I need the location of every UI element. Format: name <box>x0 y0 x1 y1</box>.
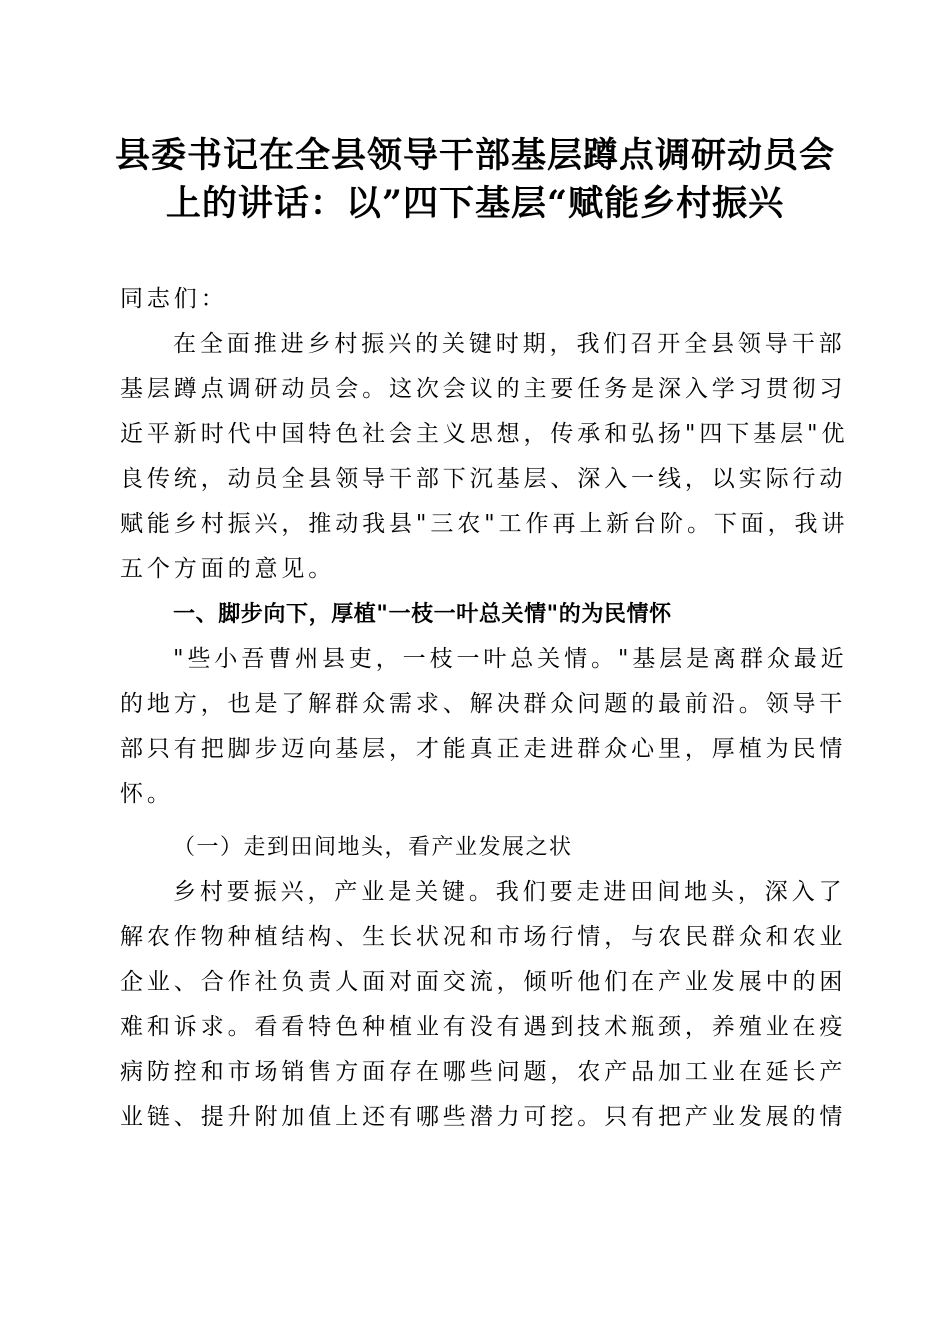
paragraph-line: 五个方面的意见。 <box>120 556 336 582</box>
paragraph-line: 良传统，动员全县领导干部下沉基层、深入一线，以实际行动 <box>120 466 847 492</box>
paragraph-line: 解农作物种植结构、生长状况和市场行情，与农民群众和农业 <box>120 924 847 950</box>
greeting: 同志们： <box>120 286 228 312</box>
paragraph-line: 乡村要振兴，产业是关键。我们要走进田间地头，深入了 <box>173 879 846 905</box>
paragraph-intro <box>120 322 849 592</box>
paragraph-line: 企业、合作社负责人面对面交流，倾听他们在产业发展中的困 <box>120 969 847 995</box>
paragraph-line: 近平新时代中国特色社会主义思想，传承和弘扬"四下基层"优 <box>120 421 849 447</box>
paragraph-line: 病防控和市场销售方面存在哪些问题，农产品加工业在延长产 <box>120 1059 847 1085</box>
subsection-heading-1: （一）走到田间地头，看产业发展之状 <box>173 835 573 860</box>
paragraph-line: 在全面推进乡村振兴的关键时期，我们召开全县领导干部 <box>173 331 846 357</box>
paragraph-section-1 <box>120 637 848 817</box>
title-line-1: 县委书记在全县领导干部基层蹲点调研动员会 <box>114 135 835 176</box>
paragraph-line: 基层蹲点调研动员会。这次会议的主要任务是深入学习贯彻习 <box>120 376 847 402</box>
document-title <box>100 132 850 228</box>
section-heading-1: 一、脚步向下，厚植"一枝一叶总关情"的为民情怀 <box>173 602 672 627</box>
paragraph-subsection-1 <box>120 870 847 1140</box>
paragraph-line: "些小吾曹州县吏，一枝一叶总关情。"基层是离群众最近 <box>173 646 848 672</box>
document-body <box>120 277 849 1140</box>
paragraph-line: 怀。 <box>120 781 174 807</box>
paragraph-line: 的地方，也是了解群众需求、解决群众问题的最前沿。领导干 <box>120 691 847 717</box>
paragraph-line: 部只有把脚步迈向基层，才能真正走进群众心里，厚植为民情 <box>120 736 847 762</box>
paragraph-line: 赋能乡村振兴，推动我县"三农"工作再上新台阶。下面，我讲 <box>120 511 849 537</box>
paragraph-line: 业链、提升附加值上还有哪些潜力可挖。只有把产业发展的情 <box>120 1104 847 1130</box>
paragraph-line: 难和诉求。看看特色种植业有没有遇到技术瓶颈，养殖业在疫 <box>120 1014 847 1040</box>
title-line-2: 上的讲话：以”四下基层“赋能乡村振兴 <box>165 183 785 224</box>
